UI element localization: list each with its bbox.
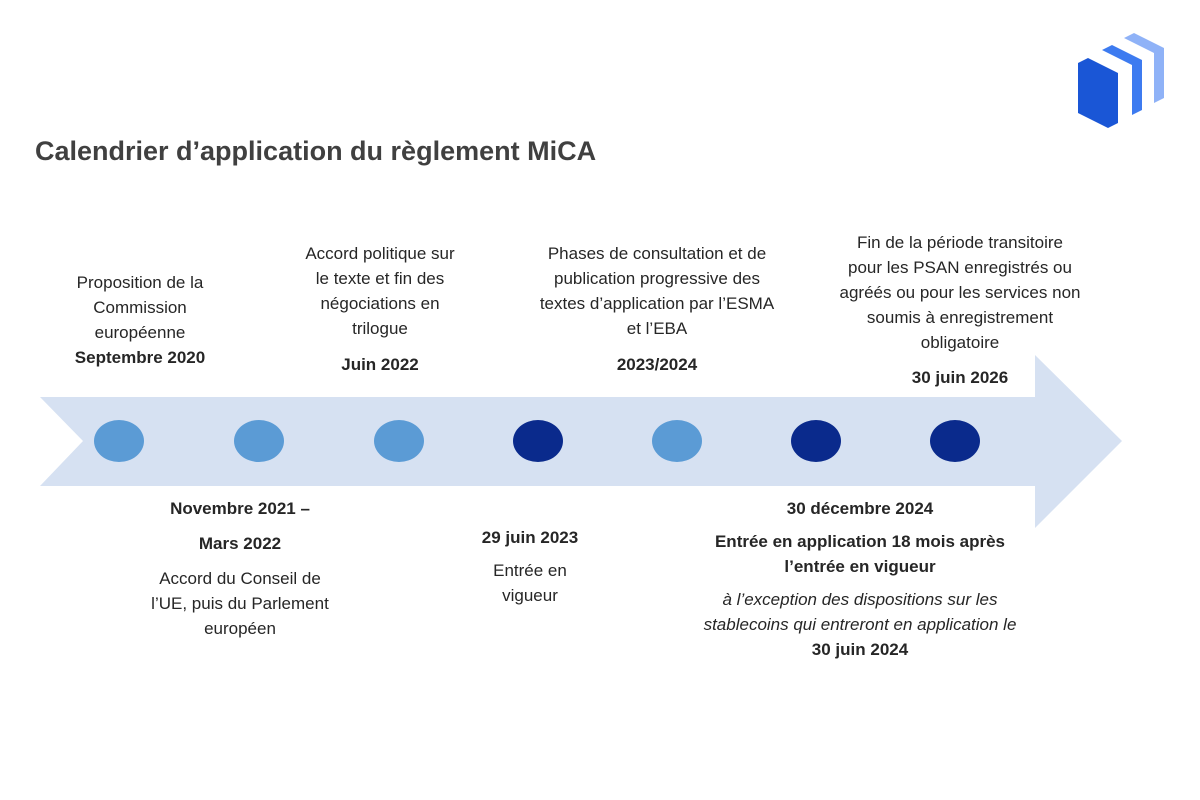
event-text-line: Accord du Conseil de [159,569,321,588]
event-date: 30 juin 2026 [911,368,1009,387]
event-date: Novembre 2021 – [170,499,310,518]
event-text-line: l’UE, puis du Parlement [151,594,329,613]
timeline-dot-light [234,420,284,462]
event-text-line: textes d’application par l’ESMA [539,294,775,313]
event-italic-text: à l’exception des dispositions sur les [722,590,998,609]
event-consultation-phases [507,241,807,377]
event-commission-proposal [40,270,240,370]
event-date: 30 décembre 2024 [786,499,934,518]
event-date: Septembre 2020 [74,348,206,367]
event-text-line: obligatoire [920,333,1000,352]
event-bold-text: l’entrée en vigueur [784,557,936,576]
event-text-line: vigueur [502,586,558,605]
timeline-dot-dark [513,420,563,462]
event-application-date [655,496,1065,662]
event-political-agreement [270,241,490,377]
event-text-line: Proposition de la [76,273,204,292]
event-bold-text: Entrée en application 18 mois après [714,532,1006,551]
event-entry-into-force [455,525,605,608]
event-date: Juin 2022 [341,355,419,374]
event-italic-text: stablecoins qui entreront en application le [703,615,1017,634]
event-date: 2023/2024 [616,355,698,374]
event-text-line: trilogue [352,319,408,338]
event-council-agreement [125,496,355,641]
event-text-line: pour les PSAN enregistrés ou [848,258,1072,277]
timeline-dot-light [652,420,702,462]
event-text-line: publication progressive des [553,269,760,288]
event-text-line: Phases de consultation et de [547,244,767,263]
event-date: Mars 2022 [198,534,282,553]
event-text-line: européen [204,619,276,638]
event-text-line: Entrée en [493,561,567,580]
event-text-line: agréés ou pour les services non [839,283,1081,302]
timeline-dot-light [94,420,144,462]
page-title: Calendrier d’application du règlement MiCA [35,136,597,166]
event-text-line: européenne [94,323,186,342]
timeline-dot-dark [930,420,980,462]
timeline-dot-dark [791,420,841,462]
event-text-line: négociations en [320,294,440,313]
event-text-line: Fin de la période transitoire [856,233,1063,252]
event-text-line: Commission [93,298,187,317]
event-text-line: et l’EBA [626,319,688,338]
timeline-dot-light [374,420,424,462]
event-text-line: Accord politique sur [305,244,455,263]
event-text-line: le texte et fin des [315,269,445,288]
event-date: 29 juin 2023 [481,528,579,547]
event-transition-end [805,230,1115,390]
event-text-line: soumis à enregistrement [866,308,1054,327]
event-final-date: 30 juin 2024 [811,640,909,659]
